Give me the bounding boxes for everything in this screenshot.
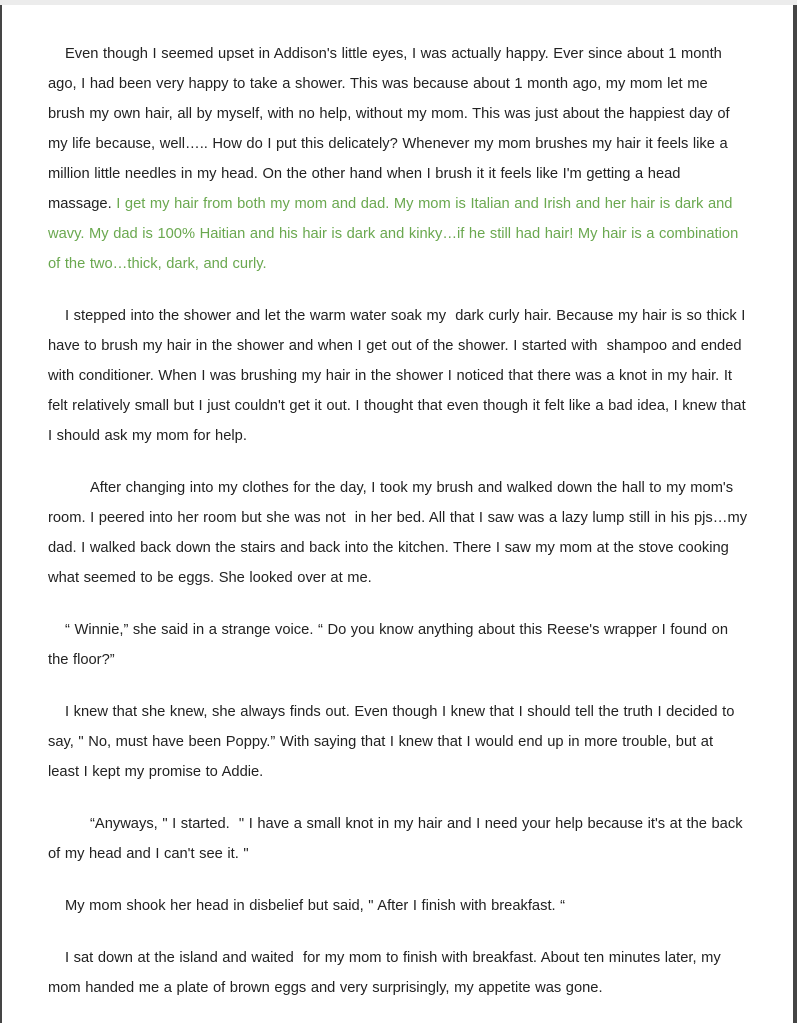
story-paragraph-7 [48, 891, 748, 921]
paragraph-text: I stepped into the shower and let the warm water soak my dark curly hair. Because my hair is so thick I have to brush my hair in the shower and when I get out of the shower. I started with shampoo and ended with conditioner. When I was brushing my hair in the shower I noticed that there was a knot in my hair. It felt relatively small but I just couldn't get it out. I thought that even though it felt like a bad idea, I knew that I should ask my mom for help. [48, 308, 751, 444]
paragraph-text: My mom shook her head in disbelief but said, " After I finish with breakfast. “ [65, 898, 566, 914]
paragraph-text: “ Winnie,” she said in a strange voice. “ Do you know anything about this Reese's wrapper I found on the floor?” [48, 622, 733, 668]
paragraph-text: I knew that she knew, she always finds out. Even though I knew that I should tell the truth I decided to say, " No, must have been Poppy.” With saying that I knew that I would end up in more trouble, but at least I kept my promise to Addie. [48, 704, 739, 780]
paragraph-text: “Anyways, " I started. " I have a small knot in my hair and I need your help because it's at the back of my head and I can't see it. " [48, 816, 748, 862]
story-paragraph-5 [48, 697, 748, 787]
story-paragraph-2 [48, 301, 751, 451]
story-paragraph-1 [48, 39, 748, 279]
page-body [0, 5, 797, 1023]
page-top-gap [0, 0, 797, 5]
story-paragraph-3 [48, 473, 752, 593]
story-paragraph-4 [48, 615, 748, 675]
paragraph-text: I sat down at the island and waited for my mom to finish with breakfast. About ten minutes later, my mom handed me a plate of brown eggs and very surprisingly, my appetite was gone. [48, 950, 726, 996]
story-paragraph-8 [48, 943, 748, 1003]
paragraph-text: After changing into my clothes for the day, I took my brush and walked down the hall to my mom's room. I peered into her room but she was not in her bed. All that I saw was a lazy lump still in his pjs…my dad. I walked back down the stairs and back into the kitchen. There I saw my mom at the stove cooking what seemed to be eggs. She looked over at me. [48, 480, 752, 586]
paragraph-text-green: I get my hair from both my mom and dad. My mom is Italian and Irish and her hair is dark and wavy. My dad is 100% Haitian and his hair is dark and kinky…if he still had hair! My hair is a combination of the two…thick, dark, and curly. [48, 196, 743, 272]
paragraph-text: Even though I seemed upset in Addison's little eyes, I was actually happy. Ever since about 1 month ago, I had been very happy to take a shower. This was because about 1 month ago, my mom let me brush my own hair, all by myself, with no help, without my mom. This was just about the happiest day of my life because, well….. How do I put this delicately? Whenever my mom brushes my hair it feels like a million little needles in my head. On the other hand when I brush it it feels like I'm getting a head massage. [48, 46, 735, 212]
story-paragraph-6 [48, 809, 748, 869]
